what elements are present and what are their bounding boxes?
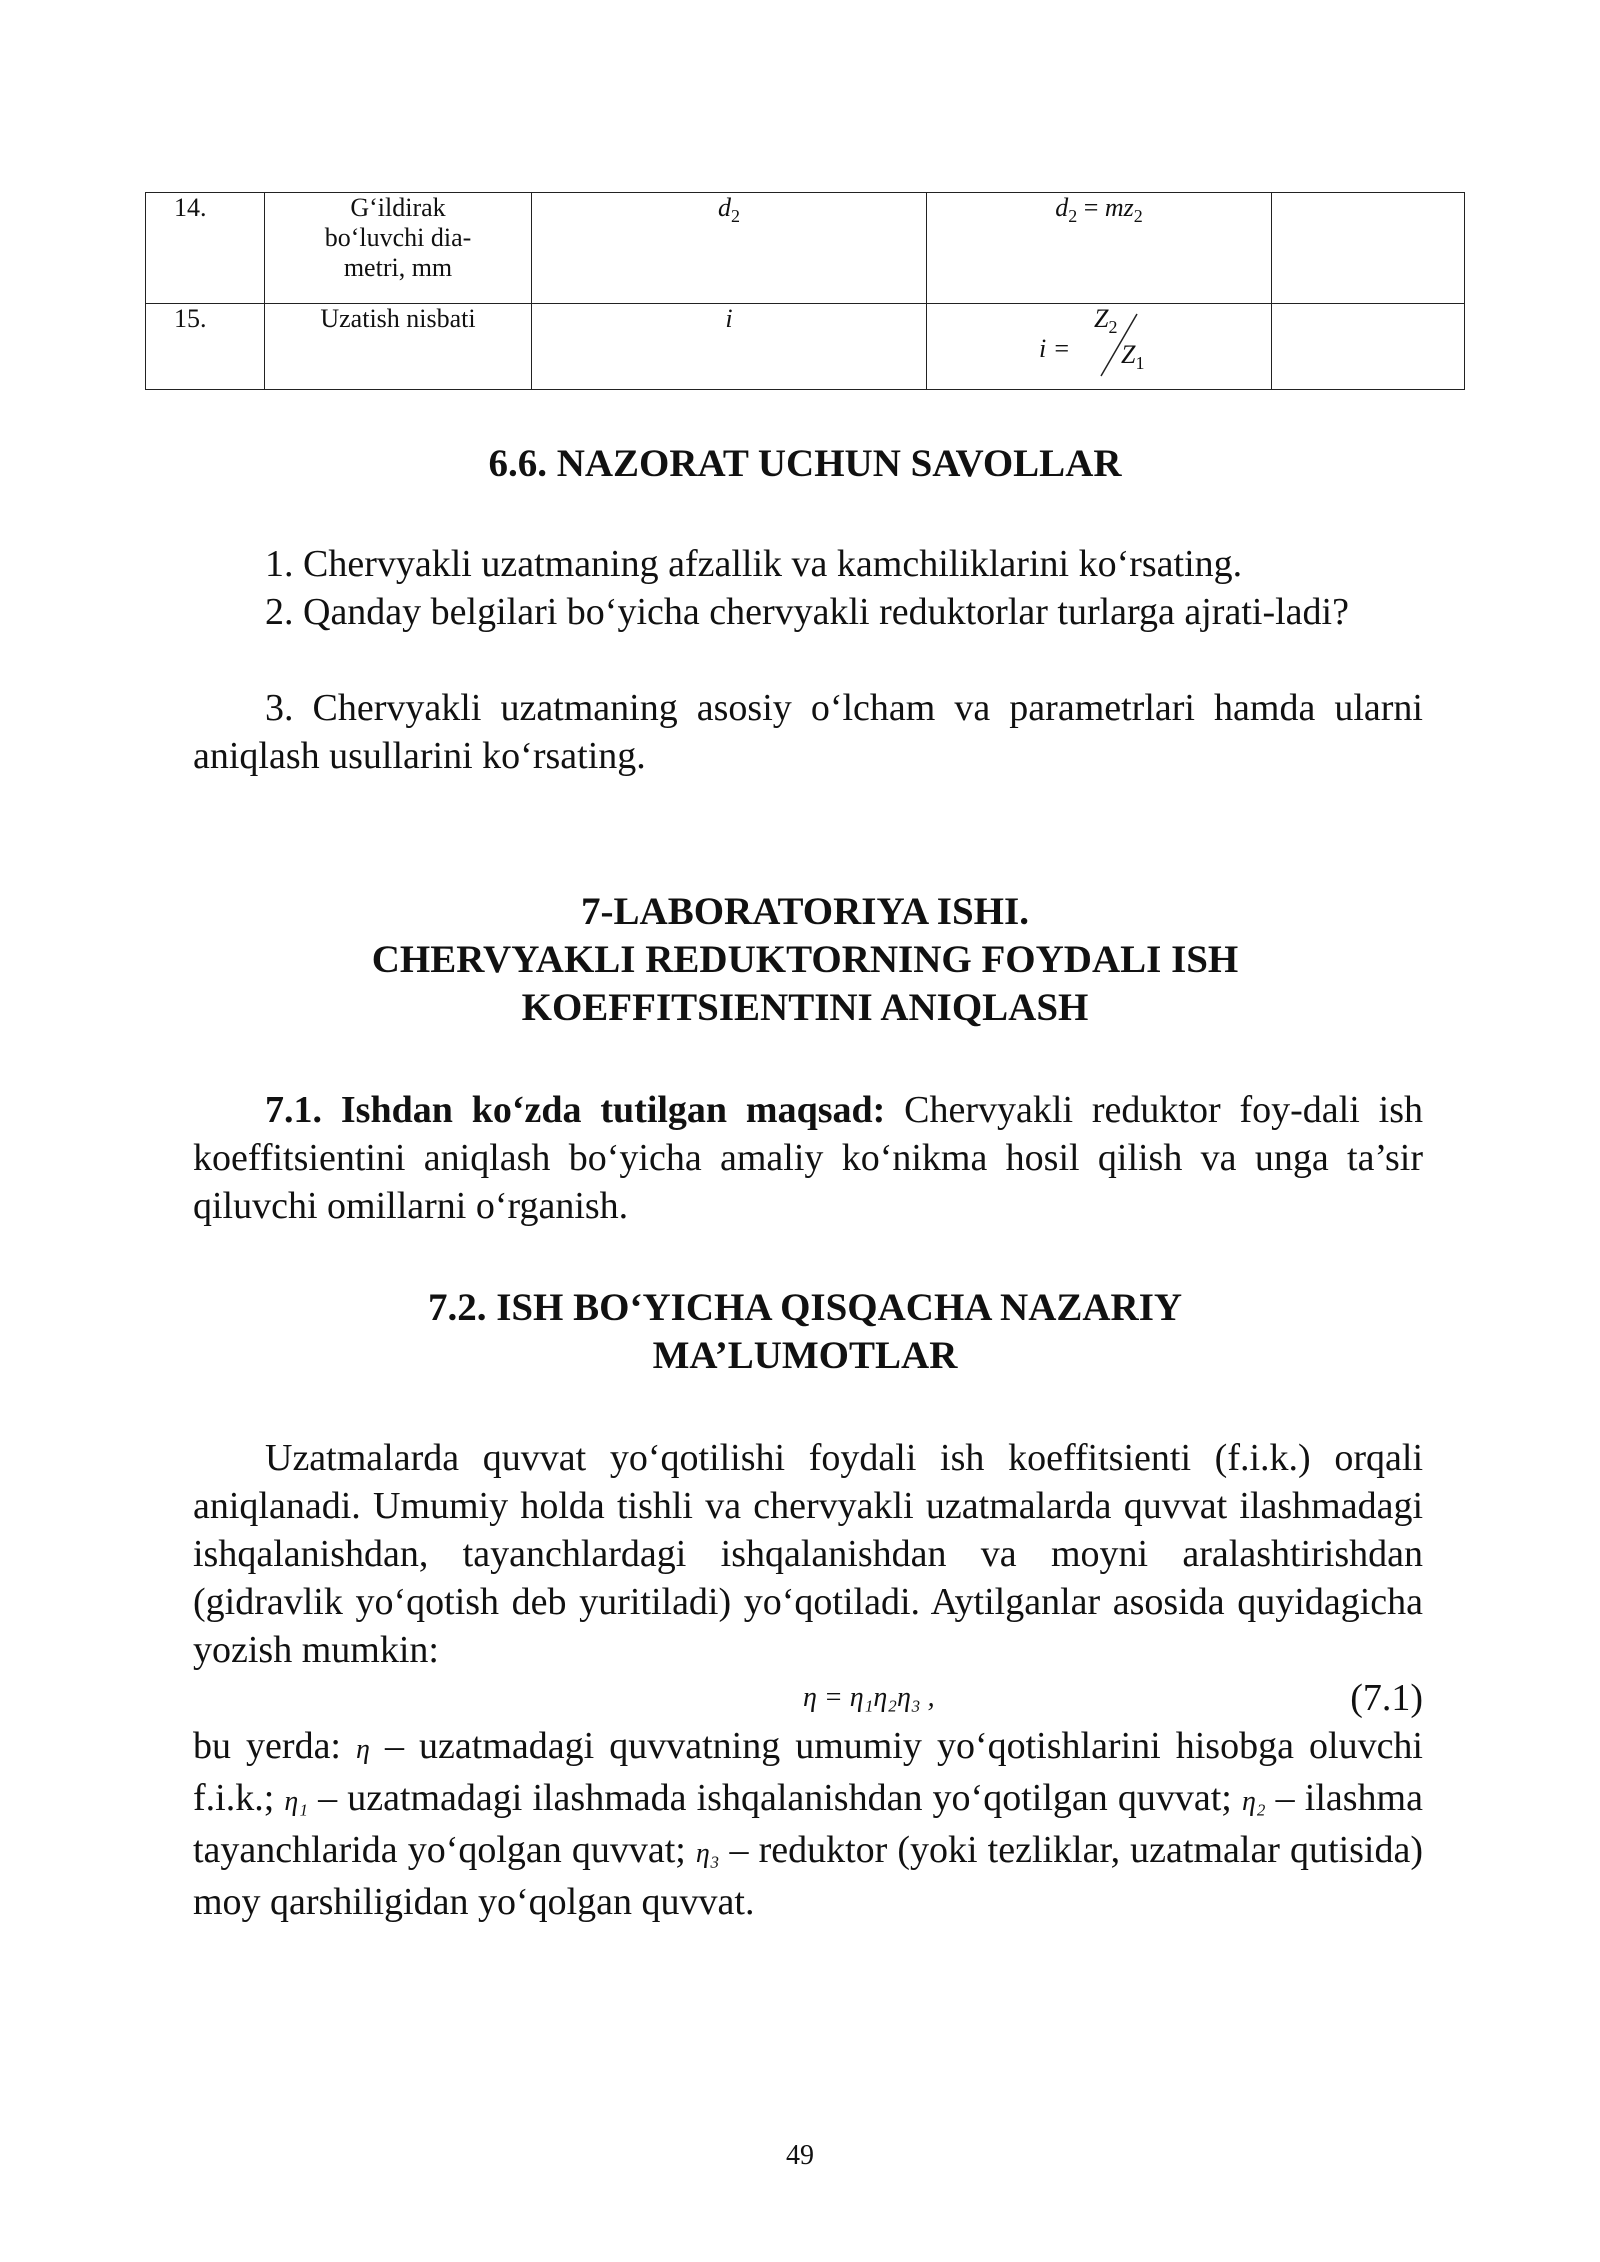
parameters-table [145, 192, 1465, 390]
section-heading: 7.2. ISH BO‘YICHA QISQACHA NAZARIY [427, 1286, 1183, 1329]
explanation-text: – ilashma tayanchlarida yo‘qolgan quvvat; [193, 1777, 1423, 1871]
equation-line [193, 1674, 1423, 1722]
page-number: 49 [786, 2140, 814, 2171]
eta2-symbol: η₂ [1241, 1786, 1266, 1817]
parameter-formula [927, 304, 1272, 390]
explanation-text: – uzatmadagi quvvatning umumiy yo‘qotishlarini hisobga oluvchi f.i.k.; [193, 1725, 1423, 1819]
fraction-denominator [1121, 340, 1144, 378]
parameter-name-line: G‘ildirak [350, 193, 446, 222]
symbol-letter: d [718, 193, 731, 222]
denominator-subscript: 1 [1135, 353, 1145, 373]
goal-paragraph [193, 1086, 1423, 1230]
goal-text: Chervyakli reduktor foy-dali ish koeffitsientini aniqlash bo‘yicha amaliy ko‘nikma hosil qilish va unga ta’sir qiluvchi omillarni o‘rganish. [193, 1089, 1424, 1227]
formula-rhs: mz [1104, 193, 1134, 222]
question-item: 3. Chervyakli uzatmaning asosiy o‘lcham va parametrlari hamda ularni aniqlash usullarini ko‘rsating. [193, 687, 1423, 777]
denominator-letter: Z [1121, 340, 1136, 369]
numerator-subscript: 2 [1108, 317, 1118, 337]
formula-lhs: i = [1039, 334, 1071, 363]
goal-label: 7.1. Ishdan ko‘zda tutilgan maqsad: [265, 1089, 886, 1131]
ratio-fraction [1039, 304, 1159, 382]
question-item: 1. Chervyakli uzatmaning afzallik va kamchiliklarini ko‘rsating. [265, 543, 1243, 585]
section-heading: 6.6. NAZORAT UCHUN SAVOLLAR [488, 442, 1122, 485]
explanation-paragraph [193, 1722, 1423, 1926]
section-heading: MA’LUMOTLAR [652, 1334, 958, 1377]
lab-title-line: KOEFFITSIENTINI ANIQLASH [521, 986, 1089, 1029]
parameter-formula [927, 193, 1272, 304]
explanation-text: – reduktor (yoki tezliklar, uzatmalar qutisida) moy qarshiligidan yo‘qolgan quvvat. [193, 1829, 1423, 1923]
row-number: 15. [146, 304, 265, 390]
formula-lhs: d [1055, 193, 1069, 222]
explanation-text: – uzatmadagi ilashmada ishqalanishdan yo‘qotilgan quvvat; [308, 1777, 1242, 1819]
symbol-subscript: 2 [731, 206, 740, 226]
equation-number: (7.1) [1350, 1677, 1423, 1719]
table-row [146, 304, 1465, 390]
eta1-symbol: η₁ [284, 1786, 308, 1817]
row-number: 14. [146, 193, 265, 304]
table-row [146, 193, 1465, 304]
explanation-prefix: bu yerda: [193, 1725, 357, 1767]
question-item: 2. Qanday belgilari bo‘yicha chervyakli reduktorlar turlarga ajrati-ladi? [265, 591, 1349, 633]
parameter-name [265, 193, 532, 304]
theory-paragraph: Uzatmalarda quvvat yo‘qotilishi foydali ish koeffitsienti (f.i.k.) orqali aniqlanadi. Umumiy holda tishli va chervyakli uzatmalarda quvvat ilashmadagi ishqalanishdan, tayanchlardagi ishqalanishdan va moyni aralashtirishdan (gidravlik yo‘qotish deb yuritiladi) yo‘qotiladi. Aytilganlar asosida quyidagicha yozish mumkin: [193, 1437, 1423, 1671]
parameter-name-line: metri, mm [343, 253, 453, 282]
formula-equals: = [1077, 193, 1105, 222]
formula-rhs-subscript: 2 [1133, 206, 1143, 226]
numerator-letter: Z [1094, 304, 1109, 333]
empty-cell [1272, 193, 1465, 304]
lab-title-line: 7-LABORATORIYA ISHI. [581, 890, 1029, 933]
parameter-symbol: i [532, 304, 927, 390]
parameter-name-line: bo‘luvchi dia- [324, 223, 472, 252]
eta-symbol: η [356, 1734, 370, 1765]
parameter-name: Uzatish nisbati [265, 304, 532, 390]
empty-cell [1272, 304, 1465, 390]
parameter-symbol [532, 193, 927, 304]
lab-title-line: CHERVYAKLI REDUKTORNING FOYDALI ISH [371, 938, 1239, 981]
efficiency-equation: η = η₁η₂η₃ , [803, 1682, 935, 1713]
eta3-symbol: η₃ [695, 1838, 720, 1869]
formula-lhs-subscript: 2 [1068, 206, 1078, 226]
